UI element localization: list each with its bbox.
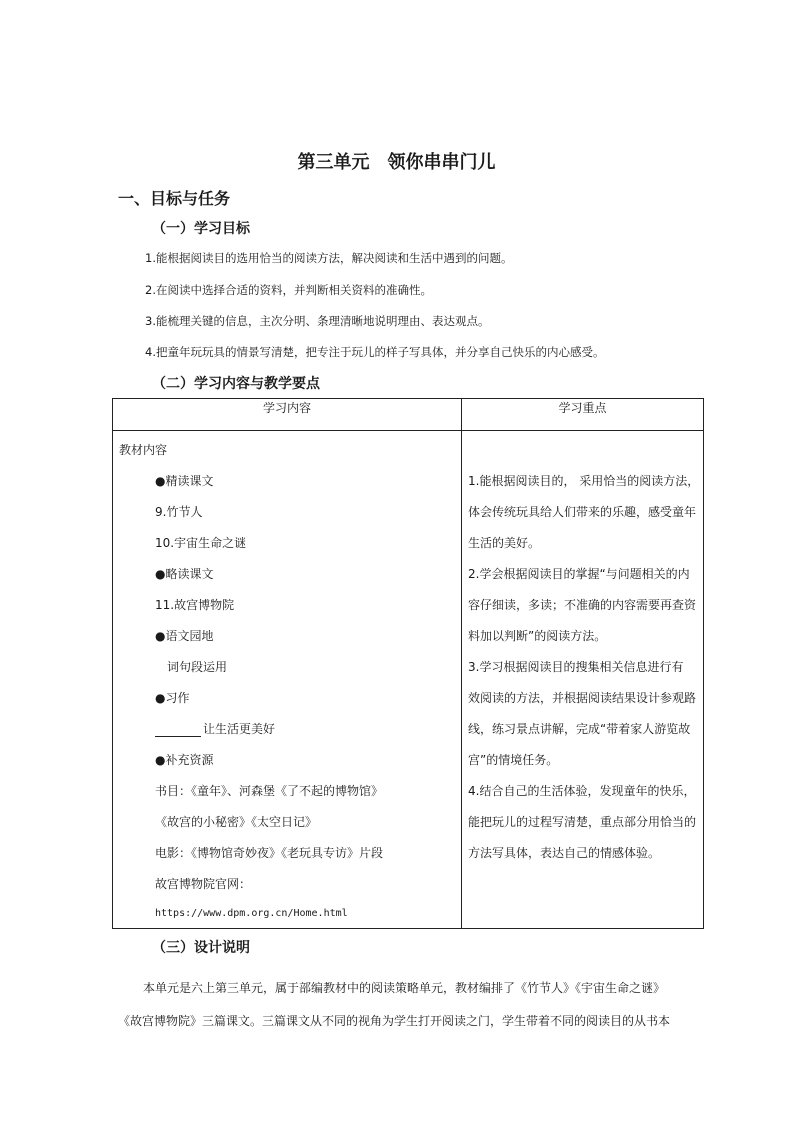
content-cell xyxy=(113,431,462,929)
list-item: ●精读课文 xyxy=(155,474,214,488)
focus-line: 料加以判断”的阅读方法。 xyxy=(468,629,607,643)
focus-line: 1.能根据阅读目的， 采用恰当的阅读方法， xyxy=(468,474,700,488)
objective-item: 4.把童年玩玩具的情景写清楚，把专注于玩儿的样子写具体，并分享自己快乐的内心感受。 xyxy=(145,345,605,359)
content-table xyxy=(112,398,704,929)
focus-line: 线，练习景点讲解，完成“带着家人游览故 xyxy=(468,722,691,736)
list-item: ●语文园地 xyxy=(155,629,214,643)
list-item: 电影：《博物馆奇妙夜》《老玩具专访》片段 xyxy=(155,846,384,860)
fill-in-blank xyxy=(155,724,201,737)
focus-line: 容仔细读，多读；不准确的内容需要再查资 xyxy=(468,598,697,612)
section-heading-goals: 一、目标与任务 xyxy=(118,189,231,208)
focus-cell xyxy=(462,431,704,929)
list-item: ●习作 xyxy=(155,691,190,705)
focus-line: 2.学会根据阅读目的掌握“与问题相关的内 xyxy=(468,567,690,581)
focus-line: 效阅读的方法，并根据阅读结果设计参观路 xyxy=(468,691,697,705)
list-item: 11.故宫博物院 xyxy=(155,598,235,612)
list-item: 教材内容 xyxy=(119,443,168,457)
subheading-objectives: （一）学习目标 xyxy=(152,221,250,237)
focus-line: 3.学习根据阅读目的搜集相关信息进行有 xyxy=(468,660,684,674)
page-title: 第三单元 领你串串门儿 xyxy=(297,152,496,173)
list-item: ●补充资源 xyxy=(155,753,214,767)
focus-line: 生活的美好。 xyxy=(468,536,541,550)
list-item xyxy=(155,720,275,737)
subheading-design: （三）设计说明 xyxy=(152,940,250,956)
focus-line: 能把玩儿的过程写清楚，重点部分用恰当的 xyxy=(468,815,697,829)
list-item: 书目：《童年》、河森堡《了不起的博物馆》 xyxy=(155,784,384,798)
website-link[interactable]: https://www.dpm.org.cn/Home.html xyxy=(155,908,348,919)
objective-item: 2.在阅读中选择合适的资料，并判断相关资料的准确性。 xyxy=(145,283,432,297)
list-item: 《故宫的小秘密》《太空日记》 xyxy=(155,815,318,829)
focus-line: 体会传统玩具给人们带来的乐趣，感受童年 xyxy=(468,505,697,519)
list-item: ●略读课文 xyxy=(155,567,214,581)
subheading-content: （二）学习内容与教学要点 xyxy=(152,376,320,392)
list-item: 10.宇宙生命之谜 xyxy=(155,536,247,550)
list-item: 故宫博物院官网： xyxy=(155,877,252,891)
list-item: 词句段运用 xyxy=(167,660,228,674)
focus-line: 宫”的情境任务。 xyxy=(468,753,559,767)
design-paragraph-line: 本单元是六上第三单元，属于部编教材中的阅读策略单元，教材编排了《竹节人》《宇宙生命之谜》 xyxy=(143,981,666,995)
table-row xyxy=(113,431,704,929)
table-header-content: 学习内容 xyxy=(113,399,462,431)
focus-line: 4.结合自己的生活体验，发现童年的快乐， xyxy=(468,784,696,798)
design-paragraph-line: 《故宫博物院》三篇课文。三篇课文从不同的视角为学生打开阅读之门，学生带着不同的阅读目的从书本 xyxy=(118,1014,671,1028)
list-item-text: 让生活更美好 xyxy=(203,722,276,736)
table-header-focus: 学习重点 xyxy=(462,399,704,431)
objective-item: 3.能梳理关键的信息，主次分明、条理清晰地说明理由、表达观点。 xyxy=(145,314,490,328)
table-header-row xyxy=(113,399,704,431)
objective-item: 1.能根据阅读目的选用恰当的阅读方法，解决阅读和生活中遇到的问题。 xyxy=(145,251,513,265)
focus-line: 方法写具体，表达自己的情感体验。 xyxy=(468,846,661,860)
list-item: 9.竹节人 xyxy=(155,505,203,519)
